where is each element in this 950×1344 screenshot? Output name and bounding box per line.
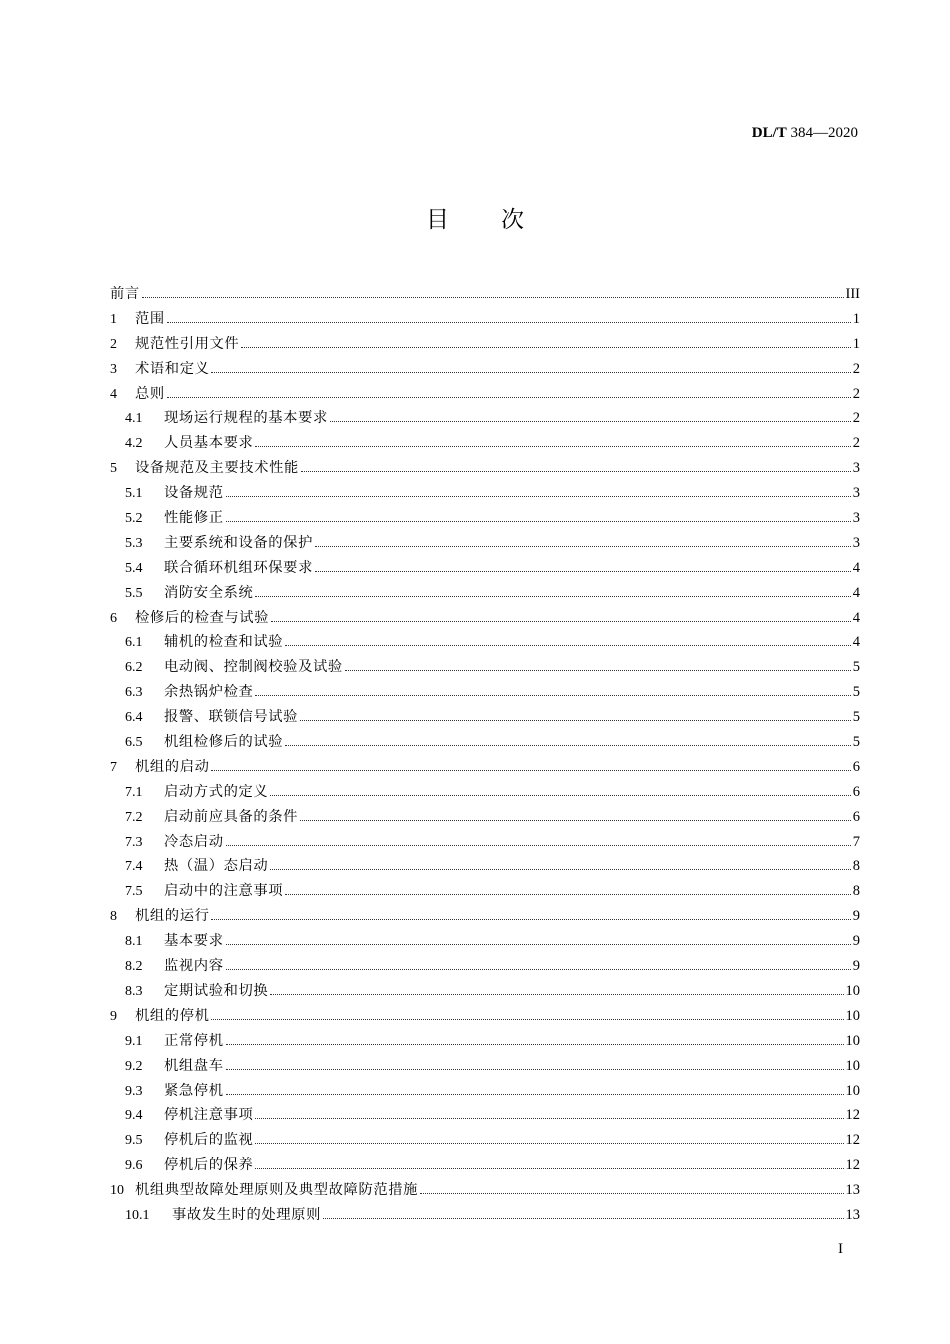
- toc-entry-title: 紧急停机: [164, 1082, 224, 1099]
- toc-entry-title: 正常停机: [164, 1032, 224, 1049]
- toc-entry-title: 机组检修后的试验: [164, 734, 284, 751]
- toc-entry[interactable]: [110, 456, 860, 481]
- toc-entry-title: 机组的运行: [135, 908, 210, 925]
- toc-entry-title: 人员基本要求: [164, 435, 254, 452]
- toc-entry-number: 10.1: [125, 1207, 150, 1223]
- page-number: I: [838, 1241, 843, 1257]
- toc-entry[interactable]: [110, 431, 860, 456]
- toc-entry-title: 消防安全系统: [164, 584, 254, 601]
- toc-entry[interactable]: [110, 581, 860, 606]
- toc-entry[interactable]: [110, 307, 860, 332]
- toc-entry-title: 设备规范: [164, 485, 224, 502]
- toc-leader-dots: [300, 719, 851, 721]
- toc-entry-title: 总则: [135, 385, 165, 402]
- toc-entry-number: 5: [110, 461, 117, 477]
- toc-entry[interactable]: [110, 382, 860, 407]
- toc-entry-number: 8.3: [125, 983, 143, 999]
- toc-entry-page: 10: [845, 1082, 860, 1099]
- toc-leader-dots: [270, 794, 850, 796]
- toc-entry-title: 启动方式的定义: [164, 783, 269, 800]
- toc-entry[interactable]: [110, 755, 860, 780]
- toc-entry-number: 8.2: [125, 959, 143, 975]
- toc-entry[interactable]: [110, 531, 860, 556]
- toc-entry-number: 4.1: [125, 411, 143, 427]
- toc-entry[interactable]: [110, 1054, 860, 1079]
- toc-leader-dots: [167, 321, 851, 323]
- toc-entry-page: 4: [852, 584, 860, 601]
- toc-entry-page: 2: [852, 410, 860, 427]
- toc-entry-page: 2: [852, 435, 860, 452]
- toc-leader-dots: [241, 346, 850, 348]
- toc-entry-number: 6.3: [125, 685, 143, 701]
- table-of-contents: [110, 282, 860, 1228]
- toc-entry-page: 3: [852, 460, 860, 477]
- toc-entry[interactable]: [110, 805, 860, 830]
- toc-entry-page: 13: [845, 1182, 860, 1199]
- toc-entry-title: 余热锅炉检查: [164, 684, 254, 701]
- toc-leader-dots: [226, 943, 851, 945]
- toc-entry-page: 6: [852, 758, 860, 775]
- toc-entry-number: 6: [110, 610, 117, 626]
- toc-entry-page: 13: [845, 1206, 860, 1223]
- toc-leader-dots: [330, 420, 851, 422]
- toc-entry-number: 6.5: [125, 735, 143, 751]
- toc-entry-number: 5.4: [125, 560, 143, 576]
- toc-entry[interactable]: [110, 1103, 860, 1128]
- toc-entry-title: 停机后的保养: [164, 1157, 254, 1174]
- toc-entry[interactable]: [110, 282, 860, 307]
- toc-entry-title: 设备规范及主要技术性能: [135, 460, 299, 477]
- toc-entry-number: 3: [110, 361, 117, 377]
- toc-entry-number: 7.5: [125, 884, 143, 900]
- toc-entry[interactable]: [110, 879, 860, 904]
- toc-entry-title: 事故发生时的处理原则: [172, 1206, 321, 1223]
- toc-entry-title: 启动前应具备的条件: [164, 808, 299, 825]
- toc-entry-page: 8: [852, 883, 860, 900]
- toc-leader-dots: [271, 620, 851, 622]
- toc-entry-page: 4: [852, 559, 860, 576]
- toc-entry-page: 3: [852, 485, 860, 502]
- toc-entry-number: 9.5: [125, 1133, 143, 1149]
- toc-leader-dots: [270, 868, 850, 870]
- toc-entry[interactable]: [110, 854, 860, 879]
- toc-entry[interactable]: [110, 332, 860, 357]
- toc-entry[interactable]: [110, 929, 860, 954]
- toc-entry-title: 监视内容: [164, 958, 224, 975]
- toc-entry-number: 7.4: [125, 859, 143, 875]
- toc-entry-number: 8: [110, 909, 117, 925]
- toc-entry-number: 5.1: [125, 486, 143, 502]
- toc-entry-page: 10: [845, 982, 860, 999]
- toc-entry-page: 5: [852, 734, 860, 751]
- toc-entry-number: 4: [110, 386, 117, 402]
- toc-entry-number: 7.2: [125, 809, 143, 825]
- toc-entry[interactable]: [110, 481, 860, 506]
- toc-entry[interactable]: [110, 904, 860, 929]
- toc-leader-dots: [315, 545, 851, 547]
- toc-entry[interactable]: [110, 954, 860, 979]
- toc-entry-page: 10: [845, 1032, 860, 1049]
- toc-entry[interactable]: [110, 556, 860, 581]
- toc-entry-number: 7.1: [125, 784, 143, 800]
- toc-entry-number: 9.4: [125, 1108, 143, 1124]
- toc-entry[interactable]: [110, 1029, 860, 1054]
- toc-leader-dots: [211, 1018, 843, 1020]
- toc-entry-title: 联合循环机组环保要求: [164, 559, 313, 576]
- toc-entry[interactable]: [110, 357, 860, 382]
- toc-entry-number: 4.2: [125, 436, 143, 452]
- toc-entry-page: 4: [852, 609, 860, 626]
- toc-leader-dots: [420, 1192, 843, 1194]
- toc-entry-title: 机组典型故障处理原则及典型故障防范措施: [135, 1182, 419, 1199]
- toc-leader-dots: [301, 470, 851, 472]
- toc-entry-title: 机组的启动: [135, 758, 210, 775]
- toc-entry-number: 9: [110, 1008, 117, 1024]
- toc-leader-dots: [211, 769, 850, 771]
- toc-entry-title: 现场运行规程的基本要求: [164, 410, 328, 427]
- toc-entry[interactable]: [110, 1079, 860, 1104]
- document-code-number: 384—2020: [786, 125, 858, 141]
- toc-entry-number: 5.5: [125, 585, 143, 601]
- toc-entry-page: 4: [852, 634, 860, 651]
- toc-entry-page: 2: [852, 360, 860, 377]
- toc-entry-number: 1: [110, 311, 117, 327]
- toc-leader-dots: [300, 819, 851, 821]
- toc-entry-number: 9.3: [125, 1083, 143, 1099]
- toc-entry[interactable]: [110, 979, 860, 1004]
- toc-entry-page: 12: [845, 1107, 860, 1124]
- toc-entry-number: 9.6: [125, 1158, 143, 1174]
- toc-entry-page: 12: [845, 1132, 860, 1149]
- toc-entry-page: 12: [845, 1157, 860, 1174]
- toc-leader-dots: [167, 396, 851, 398]
- toc-entry-title: 热（温）态启动: [164, 858, 269, 875]
- toc-leader-dots: [255, 1142, 843, 1144]
- toc-entry[interactable]: [110, 780, 860, 805]
- toc-entry-title: 冷态启动: [164, 833, 224, 850]
- toc-entry[interactable]: [110, 1203, 860, 1228]
- toc-entry[interactable]: [110, 1153, 860, 1178]
- toc-entry-number: 7: [110, 759, 117, 775]
- toc-leader-dots: [315, 570, 851, 572]
- toc-entry-page: 7: [852, 833, 860, 850]
- toc-entry-number: 5.3: [125, 535, 143, 551]
- toc-leader-dots: [226, 1068, 844, 1070]
- toc-entry-title: 检修后的检查与试验: [135, 609, 270, 626]
- toc-entry-title: 报警、联锁信号试验: [164, 709, 299, 726]
- toc-entry-number: 9.2: [125, 1058, 143, 1074]
- toc-leader-dots: [255, 1117, 843, 1119]
- toc-title: 目次: [426, 207, 576, 233]
- toc-leader-dots: [255, 1167, 843, 1169]
- toc-entry-number: 5.2: [125, 511, 143, 527]
- toc-leader-dots: [226, 968, 851, 970]
- toc-entry[interactable]: [110, 1004, 860, 1029]
- toc-leader-dots: [255, 694, 850, 696]
- toc-entry-number: 6.1: [125, 635, 143, 651]
- toc-entry-page: 8: [852, 858, 860, 875]
- toc-entry-number: 6.4: [125, 710, 143, 726]
- toc-entry-title: 停机后的监视: [164, 1132, 254, 1149]
- toc-entry-title: 主要系统和设备的保护: [164, 534, 313, 551]
- toc-entry-page: III: [845, 286, 860, 302]
- toc-entry-title: 范围: [135, 310, 165, 327]
- toc-entry-page: 9: [852, 958, 860, 975]
- toc-entry[interactable]: [110, 1178, 860, 1203]
- toc-entry-title: 机组的停机: [135, 1007, 210, 1024]
- toc-entry-page: 6: [852, 808, 860, 825]
- toc-entry-title: 辅机的检查和试验: [164, 634, 284, 651]
- toc-entry-page: 9: [852, 908, 860, 925]
- toc-leader-dots: [270, 993, 843, 995]
- toc-leader-dots: [285, 744, 851, 746]
- toc-entry-title: 术语和定义: [135, 360, 210, 377]
- toc-entry-number: 10: [110, 1183, 124, 1199]
- toc-entry-page: 2: [852, 385, 860, 402]
- toc-entry-page: 5: [852, 709, 860, 726]
- toc-entry-number: 8.1: [125, 934, 143, 950]
- toc-entry-title: 停机注意事项: [164, 1107, 254, 1124]
- toc-leader-dots: [211, 371, 850, 373]
- toc-entry[interactable]: [110, 655, 860, 680]
- toc-entry-page: 5: [852, 659, 860, 676]
- toc-entry-title: 电动阀、控制阀校验及试验: [164, 659, 343, 676]
- toc-leader-dots: [226, 495, 851, 497]
- toc-leader-dots: [226, 844, 851, 846]
- toc-entry-number: 9.1: [125, 1033, 143, 1049]
- toc-entry-number: 7.3: [125, 834, 143, 850]
- toc-leader-dots: [255, 595, 850, 597]
- toc-entry-page: 1: [852, 310, 860, 327]
- document-code: [752, 123, 858, 143]
- toc-entry-page: 9: [852, 933, 860, 950]
- toc-entry[interactable]: [110, 1128, 860, 1153]
- toc-entry[interactable]: [110, 630, 860, 655]
- toc-leader-dots: [226, 1043, 844, 1045]
- toc-entry-title: 基本要求: [164, 933, 224, 950]
- toc-entry[interactable]: [110, 406, 860, 431]
- toc-entry-page: 1: [852, 335, 860, 352]
- document-code-prefix: DL/T: [751, 125, 787, 141]
- toc-entry[interactable]: [110, 680, 860, 705]
- toc-entry[interactable]: [110, 830, 860, 855]
- toc-entry-page: 5: [852, 684, 860, 701]
- toc-entry-page: 6: [852, 783, 860, 800]
- toc-entry[interactable]: [110, 705, 860, 730]
- toc-entry-page: 10: [845, 1007, 860, 1024]
- toc-entry-page: 3: [852, 534, 860, 551]
- toc-entry[interactable]: [110, 730, 860, 755]
- toc-leader-dots: [255, 445, 850, 447]
- toc-entry-number: 6.2: [125, 660, 143, 676]
- toc-entry-title: 前言: [110, 286, 140, 302]
- toc-entry-title: 性能修正: [164, 510, 224, 527]
- toc-entry-title: 启动中的注意事项: [164, 883, 284, 900]
- toc-entry-title: 定期试验和切换: [164, 982, 269, 999]
- toc-entry[interactable]: [110, 506, 860, 531]
- toc-entry-title: 规范性引用文件: [135, 335, 240, 352]
- toc-entry[interactable]: [110, 606, 860, 631]
- toc-leader-dots: [226, 1093, 844, 1095]
- toc-leader-dots: [323, 1217, 844, 1219]
- toc-leader-dots: [285, 644, 851, 646]
- toc-entry-page: 3: [852, 510, 860, 527]
- toc-leader-dots: [142, 296, 844, 298]
- toc-leader-dots: [345, 669, 851, 671]
- toc-leader-dots: [285, 893, 851, 895]
- toc-leader-dots: [226, 520, 851, 522]
- toc-entry-page: 10: [845, 1057, 860, 1074]
- toc-entry-number: 2: [110, 336, 117, 352]
- toc-leader-dots: [211, 918, 850, 920]
- toc-entry-title: 机组盘车: [164, 1057, 224, 1074]
